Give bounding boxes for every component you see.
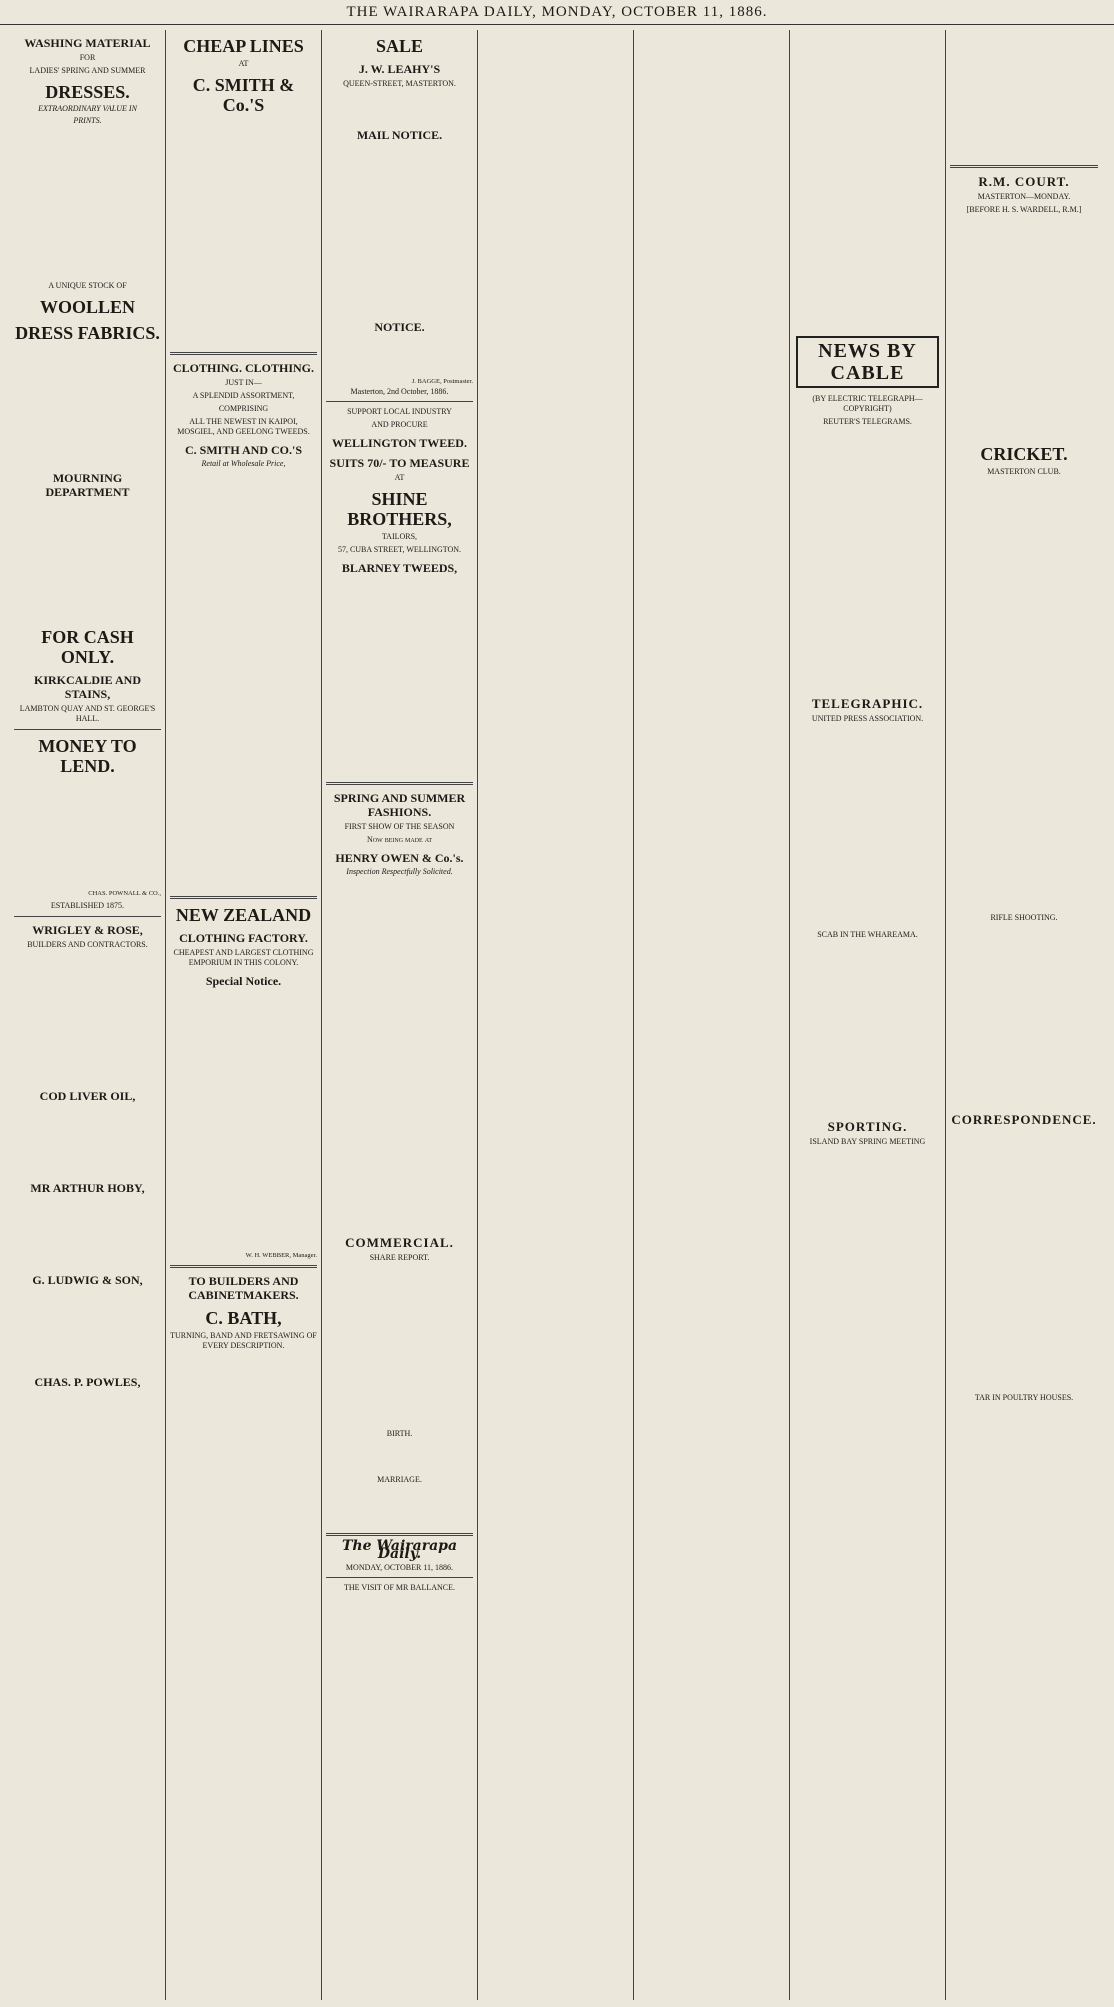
ad-line: A UNIQUE STOCK OF xyxy=(48,281,127,290)
article-body xyxy=(482,30,629,1990)
section-subheading: MASTERTON CLUB. xyxy=(987,467,1061,476)
column-5 xyxy=(634,30,790,2000)
divider xyxy=(326,1577,473,1578)
ad-heading: CLOTHING FACTORY. xyxy=(179,931,308,945)
ad-subheading: Inspection Respectfully Solicited. xyxy=(346,867,453,876)
ad-line: AT xyxy=(238,59,249,68)
ad-body xyxy=(14,1105,161,1175)
ad-body xyxy=(14,128,161,278)
ad-heading: KIRKCALDIE AND STAINS, xyxy=(33,673,141,701)
ad-line: TAILORS, xyxy=(381,532,418,541)
ad-heading: Special Notice. xyxy=(205,974,282,988)
article-title: SCAB IN THE WHAREAMA. xyxy=(817,930,918,939)
divider xyxy=(170,896,317,899)
ad-line: A SPLENDID ASSORTMENT, xyxy=(192,391,295,400)
ad-heading: NEW ZEALAND xyxy=(175,905,312,925)
ad-line: 57, CUBA STREET, WELLINGTON. xyxy=(337,545,462,554)
ad-heading: CHAS. P. POWLES, xyxy=(34,1375,141,1389)
ad-line: CHEAPEST AND LARGEST CLOTHING EMPORIUM IN THIS COLONY. xyxy=(173,948,314,967)
notice-signature: J. BAGGE, Postmaster. xyxy=(411,378,473,385)
article-body xyxy=(326,1442,473,1472)
ad-heading: DRESSES. xyxy=(45,82,130,102)
ad-body xyxy=(170,471,317,891)
article-title: THE VISIT OF MR BALLANCE. xyxy=(343,1583,456,1592)
divider xyxy=(14,916,161,917)
columns xyxy=(10,30,1104,2000)
article-body xyxy=(950,30,1098,160)
ad-line: FOR xyxy=(79,53,96,62)
article-body xyxy=(950,480,1098,910)
ad-line: Now being made at xyxy=(366,835,433,844)
ad-body xyxy=(326,577,473,777)
ad-line: ALL THE NEWEST IN KAIPOI, MOSGIEL, AND GEELONG TWEEDS. xyxy=(177,417,310,436)
section-heading: COMMERCIAL. xyxy=(345,1235,454,1250)
ad-heading: SHINE BROTHERS, xyxy=(347,489,452,529)
ad-line: SUPPORT LOCAL INDUSTRY xyxy=(347,407,452,416)
ad-body xyxy=(326,144,473,314)
section-subheading: BIRTH. xyxy=(386,1429,413,1438)
article-body xyxy=(794,30,941,330)
ad-body xyxy=(14,501,161,621)
section-subheading: MARRIAGE. xyxy=(377,1475,422,1484)
ad-heading: DRESS FABRICS. xyxy=(15,323,160,343)
ad-line: FIRST SHOW OF THE SEASON xyxy=(344,822,455,831)
article-body xyxy=(794,430,941,690)
ad-body xyxy=(170,990,317,1250)
notice-date: Masterton, 2nd October, 1886. xyxy=(350,387,449,396)
ad-heading: COD LIVER OIL, xyxy=(39,1089,136,1103)
divider xyxy=(170,352,317,355)
section-heading: R.M. COURT. xyxy=(978,174,1070,189)
column-2 xyxy=(166,30,322,2000)
ad-heading: C. SMITH & Co.'S xyxy=(192,75,295,115)
section-heading: CORRESPONDENCE. xyxy=(951,1112,1097,1127)
section-heading: MAIL NOTICE. xyxy=(356,128,443,142)
article-title: TAR IN POULTRY HOUSES. xyxy=(974,1393,1074,1402)
ad-heading: WELLINGTON TWEED. xyxy=(332,436,467,450)
article-body xyxy=(326,1266,473,1426)
divider xyxy=(14,729,161,730)
ad-body xyxy=(326,336,473,376)
article-body xyxy=(794,943,941,1113)
ad-line: AND PROCURE xyxy=(371,420,428,429)
ad-heading: SUITS 70/- TO MEASURE xyxy=(329,456,470,470)
ad-signature: CHAS. POWNALL & CO., xyxy=(88,890,161,897)
ad-body xyxy=(14,345,161,465)
ad-heading: TO BUILDERS AND CABINETMAKERS. xyxy=(188,1274,299,1302)
column-1 xyxy=(10,30,166,2000)
ad-body xyxy=(14,1197,161,1267)
ad-heading: BLARNEY TWEEDS, xyxy=(341,561,458,575)
ad-subheading: PRINTS. xyxy=(73,116,102,125)
ad-heading: MR ARTHUR HOBY, xyxy=(30,1181,145,1195)
ad-signature: W. H. WEBBER, Manager. xyxy=(245,1252,317,1259)
section-subheading: MASTERTON—MONDAY. xyxy=(977,192,1071,201)
ad-heading: MOURNING DEPARTMENT xyxy=(45,471,130,499)
masthead: THE WAIRARAPA DAILY, MONDAY, OCTOBER 11, 1886. xyxy=(0,0,1114,25)
ad-subheading: Retail at Wholesale Price, xyxy=(201,459,286,468)
divider xyxy=(950,165,1098,168)
section-heading: SPORTING. xyxy=(827,1119,908,1134)
ad-body xyxy=(170,117,317,347)
section-subheading: (BY ELECTRIC TELEGRAPH—COPYRIGHT) xyxy=(812,394,923,413)
ad-line: BUILDERS AND CONTRACTORS. xyxy=(27,940,148,949)
section-heading: TELEGRAPHIC. xyxy=(811,696,924,711)
ad-body xyxy=(14,778,161,888)
ad-line: LAMBTON QUAY AND ST. GEORGE'S HALL. xyxy=(19,704,156,723)
divider xyxy=(326,1533,473,1536)
ad-body xyxy=(326,879,473,1229)
article-body xyxy=(794,727,941,927)
ad-line: LADIES' SPRING AND SUMMER xyxy=(29,66,146,75)
column-3 xyxy=(322,30,478,2000)
ad-body xyxy=(14,1289,161,1369)
ad-body xyxy=(14,953,161,1083)
divider xyxy=(170,1265,317,1268)
article-body xyxy=(950,218,1098,438)
section-heading: NOTICE. xyxy=(374,320,425,334)
column-4 xyxy=(478,30,634,2000)
section-subheading: [BEFORE H. S. WARDELL, R.M.] xyxy=(966,205,1082,214)
article-body xyxy=(950,926,1098,1106)
ad-line: QUEEN-STREET, MASTERTON. xyxy=(343,79,456,88)
column-6 xyxy=(790,30,946,2000)
ad-heading: G. LUDWIG & SON, xyxy=(32,1273,143,1287)
section-subheading: SHARE REPORT. xyxy=(369,1253,430,1262)
section-heading: CRICKET. xyxy=(980,444,1068,464)
ad-heading: SPRING AND SUMMER FASHIONS. xyxy=(333,791,466,819)
divider xyxy=(326,401,473,402)
section-subheading: UNITED PRESS ASSOCIATION. xyxy=(811,714,924,723)
ad-line: ESTABLISHED 1875. xyxy=(50,901,125,910)
ad-heading: WRIGLEY & ROSE, xyxy=(32,923,143,937)
ad-heading: C. BATH, xyxy=(205,1308,282,1328)
column-7 xyxy=(946,30,1102,2000)
article-body xyxy=(950,1130,1098,1390)
ad-heading: FOR CASH ONLY. xyxy=(41,627,134,667)
ad-line: COMPRISING xyxy=(218,404,269,413)
divider xyxy=(326,782,473,785)
ad-heading: MONEY TO LEND. xyxy=(38,736,137,776)
ad-body xyxy=(326,92,473,122)
ad-line: TURNING, BAND AND FRETSAWING OF EVERY DESCRIPTION. xyxy=(170,1331,317,1350)
section-subheading: ISLAND BAY SPRING MEETING xyxy=(809,1137,926,1146)
article-title: RIFLE SHOOTING. xyxy=(990,913,1058,922)
paper-date: MONDAY, OCTOBER 11, 1886. xyxy=(345,1563,454,1572)
ad-line: JUST IN— xyxy=(225,378,262,387)
ad-line: AT xyxy=(394,473,405,482)
article-body xyxy=(638,30,785,1990)
ad-heading: HENRY OWEN & Co.'s. xyxy=(335,851,464,865)
ad-heading: CHEAP LINES xyxy=(183,36,304,56)
ad-heading: CLOTHING. CLOTHING. xyxy=(172,361,315,375)
section-subheading: REUTER'S TELEGRAMS. xyxy=(823,417,912,426)
article-body xyxy=(326,1488,473,1528)
ad-heading: C. SMITH AND CO.'S xyxy=(184,443,303,457)
ad-heading: WOOLLEN xyxy=(39,297,136,317)
ad-subheading: EXTRAORDINARY VALUE IN xyxy=(38,104,137,113)
ad-heading: J. W. LEAHY'S xyxy=(358,62,441,76)
ad-heading: SALE xyxy=(375,36,424,56)
ad-heading: WASHING MATERIAL xyxy=(24,36,151,50)
section-heading: NEWS BY CABLE xyxy=(796,336,939,388)
paper-title: The Wairarapa Daily. xyxy=(341,1538,458,1562)
